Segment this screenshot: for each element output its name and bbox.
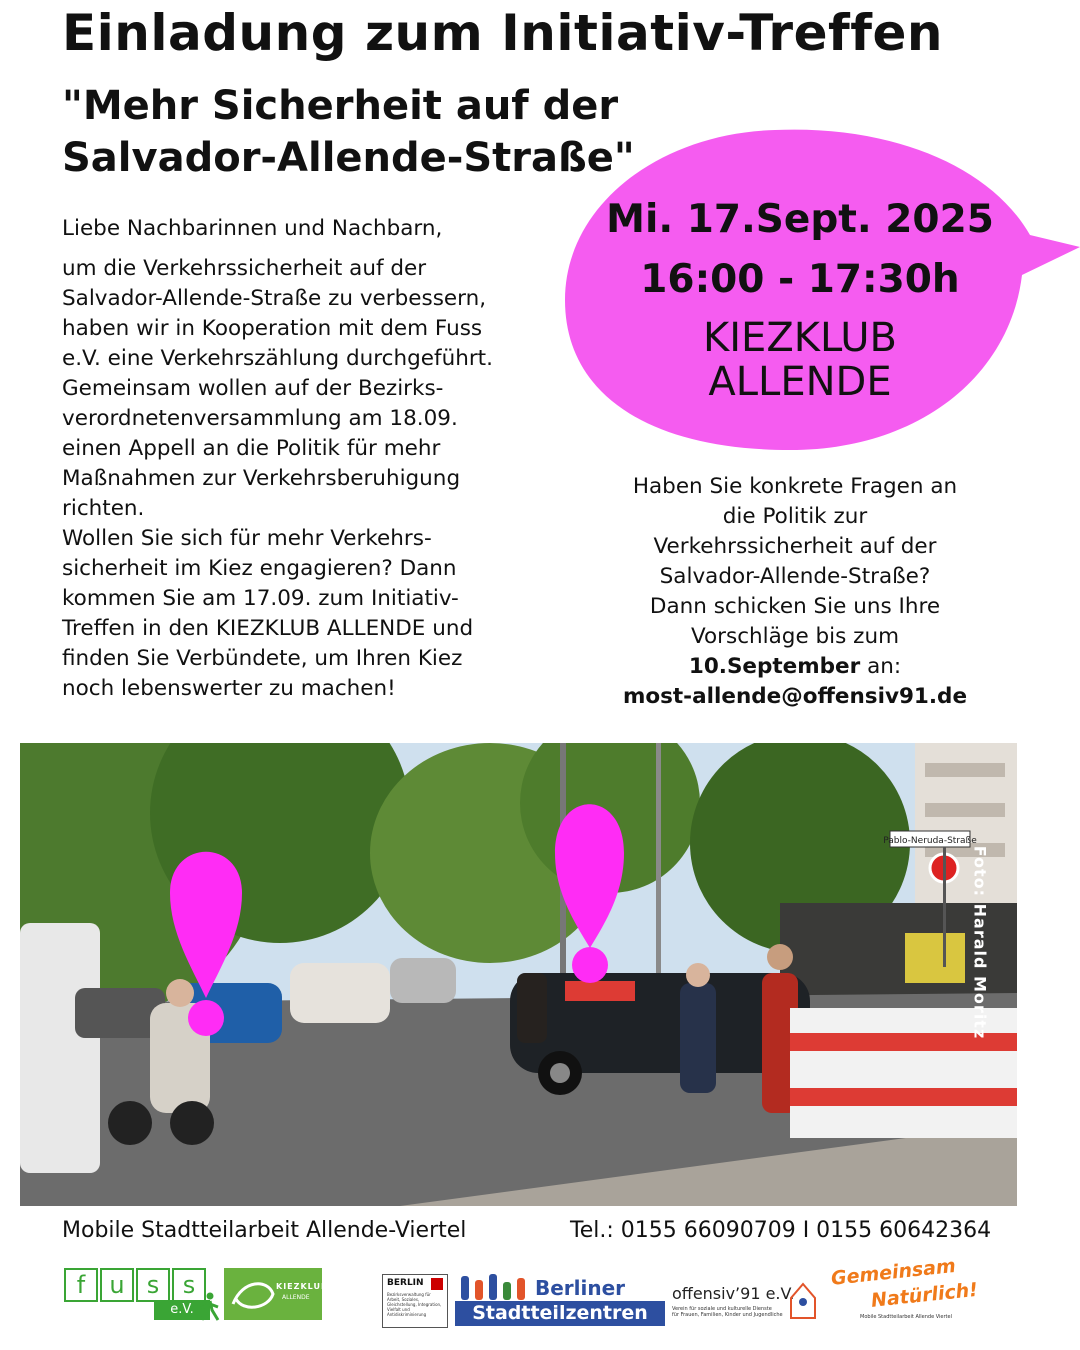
gemeinsam-label: Gemeinsam — [830, 1254, 957, 1290]
fuss-letter: s — [172, 1268, 206, 1302]
berlin-label: BERLIN — [387, 1278, 424, 1288]
event-place-line-1: KIEZKLUB — [703, 315, 897, 361]
page-title: Einladung zum Initiativ-Treffen — [62, 4, 944, 62]
offensiv91-logo — [672, 1284, 822, 1328]
berlin-sub: Bezirksverwaltung für Arbeit, Soziales, Gleichstellung, Integration, Vielfalt und Antidiskriminierung — [387, 1292, 442, 1317]
event-place-line-2: ALLENDE — [708, 359, 892, 405]
event-time: 16:00 - 17:30h — [640, 257, 960, 302]
event-date: Mi. 17.Sept. 2025 — [606, 197, 994, 242]
questions-line: Haben Sie konkrete Fragen an — [632, 474, 958, 499]
greeting: Liebe Nachbarinnen und Nachbarn, — [62, 216, 443, 241]
page-subtitle — [62, 80, 635, 184]
offensiv-sub-1: Verein für soziale und kulturelle Dienste — [672, 1306, 772, 1312]
body-line: Salvador-Allende-Straße zu verbessern, — [62, 286, 487, 311]
event-details — [590, 190, 1010, 404]
photo-credit: Foto: Harald Moritz — [970, 845, 990, 1040]
contact-email[interactable] — [600, 682, 990, 712]
body-line: verordnetenversammlung am 18.09. — [62, 406, 458, 431]
footer-phone: Tel.: 0155 66090709 I 0155 60642364 — [570, 1218, 992, 1243]
gemeinsam-sub: Mobile Stadtteilarbeit Allende Viertel — [860, 1314, 952, 1320]
body-line: Gemeinsam wollen auf der Bezirks- — [62, 376, 444, 401]
fuss-ev-logo — [64, 1268, 224, 1324]
questions-text — [600, 472, 990, 712]
body-line: Maßnahmen zur Verkehrsberuhigung — [62, 466, 461, 491]
body-line: kommen Sie am 17.09. zum Initiativ- — [62, 586, 459, 611]
street-sign-text: Pablo-Neruda-Straße — [883, 836, 977, 846]
event-place — [590, 316, 1010, 404]
questions-line: Verkehrssicherheit auf der — [653, 534, 937, 559]
stz-bottom-label: Stadtteilzentren — [455, 1301, 665, 1326]
kiezklub-allende-logo — [224, 1268, 329, 1320]
offensiv-sub-2: für Frauen, Familien, Kinder und Jugendliche — [672, 1312, 783, 1318]
gemeinsam-natuerlich-logo — [830, 1254, 990, 1328]
fuss-letter: u — [100, 1268, 134, 1302]
body-line: finden Sie Verbündete, um Ihren Kiez — [62, 646, 463, 671]
berlin-bear-icon — [431, 1278, 443, 1290]
fuss-ev-label: e.V. — [154, 1300, 210, 1320]
questions-line: Vorschläge bis zum — [690, 624, 900, 649]
body-line: Wollen Sie sich für mehr Verkehrs- — [62, 526, 432, 551]
questions-line: Dann schicken Sie uns Ihre — [649, 594, 941, 619]
kiezklub-swirl-icon — [228, 1274, 278, 1316]
deadline-line — [600, 652, 990, 682]
kiezklub-sub: ALLENDE — [282, 1294, 310, 1301]
kiezklub-label: KIEZKLUB — [276, 1282, 329, 1291]
body-line: e.V. eine Verkehrszählung durchgeführt. — [62, 346, 493, 371]
body-line: um die Verkehrssicherheit auf der — [62, 256, 427, 281]
questions-line: die Politik zur — [722, 504, 868, 529]
house-figure-icon — [788, 1280, 818, 1320]
deadline-suffix: an: — [860, 654, 902, 679]
fuss-letter: s — [136, 1268, 170, 1302]
pedestrian-icon — [198, 1292, 222, 1322]
subtitle-line-1: "Mehr Sicherheit auf der — [62, 83, 619, 129]
questions-line: Salvador-Allende-Straße? — [659, 564, 931, 589]
offensiv-label: offensiv’91 e.V. — [672, 1284, 795, 1303]
street-photo — [20, 743, 1017, 1206]
deadline: 10.September — [688, 654, 861, 679]
footer-organization: Mobile Stadtteilarbeit Allende-Viertel — [62, 1218, 467, 1243]
body-line: haben wir in Kooperation mit dem Fuss — [62, 316, 483, 341]
body-line: noch lebenswerter zu machen! — [62, 676, 396, 701]
body-paragraph — [62, 254, 552, 704]
body-line: richten. — [62, 496, 145, 521]
natuerlich-label: Natürlich! — [870, 1278, 979, 1312]
berlin-logo — [382, 1274, 448, 1328]
invitation-text — [62, 214, 552, 704]
people-figures-icon — [457, 1272, 537, 1302]
email-text: most-allende@offensiv91.de — [622, 684, 968, 709]
fuss-letter: f — [64, 1268, 98, 1302]
street-scene — [20, 743, 1017, 1206]
stz-top-label: Berliner — [535, 1276, 626, 1300]
body-line: einen Appell an die Politik für mehr — [62, 436, 441, 461]
berliner-stadtteilzentren-logo — [455, 1272, 667, 1328]
subtitle-line-2: Salvador-Allende-Straße" — [62, 135, 635, 181]
body-line: sicherheit im Kiez engagieren? Dann — [62, 556, 457, 581]
body-line: Treffen in den KIEZKLUB ALLENDE und — [62, 616, 474, 641]
